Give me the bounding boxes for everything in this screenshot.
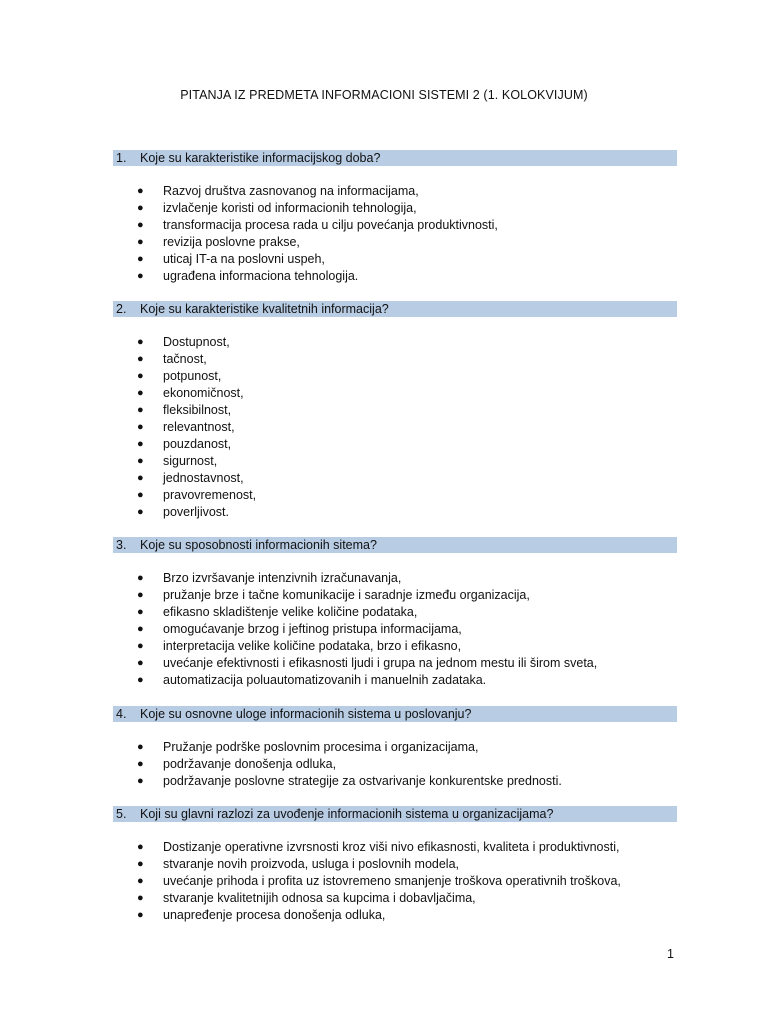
answer-text: podržavanje poslovne strategije za ostvarivanje konkurentske prednosti.: [163, 774, 562, 788]
bullet-icon: ●: [137, 572, 144, 584]
list-item: [136, 890, 621, 907]
bullet-icon: ●: [137, 892, 144, 904]
bullet-icon: ●: [137, 589, 144, 601]
answer-text: efikasno skladištenje velike količine podataka,: [163, 605, 418, 619]
answer-text: omogućavanje brzog i jeftinog pristupa informacijama,: [163, 622, 462, 636]
bullet-icon: ●: [137, 506, 144, 518]
bullet-icon: ●: [137, 909, 144, 921]
answer-text: sigurnost,: [163, 454, 218, 468]
list-item: [136, 739, 562, 756]
list-item: [136, 402, 256, 419]
answer-text: interpretacija velike količine podataka, brzo i efikasno,: [163, 639, 462, 653]
answer-text: stvaranje novih proizvoda, usluga i poslovnih modela,: [163, 857, 460, 871]
answer-text: jednostavnost,: [163, 471, 244, 485]
answer-text: Pružanje podrške poslovnim procesima i organizacijama,: [163, 740, 479, 754]
answer-text: uticaj IT-a na poslovni uspeh,: [163, 252, 325, 266]
answer-text: Razvoj društva zasnovanog na informacijama,: [163, 184, 419, 198]
answer-text: pravovremenost,: [163, 488, 257, 502]
page-number: 1: [667, 947, 674, 961]
list-item: [136, 419, 256, 436]
answer-text: tačnost,: [163, 352, 207, 366]
answer-text: Dostupnost,: [163, 335, 230, 349]
question-number: 1.: [116, 151, 127, 165]
list-item: [136, 268, 498, 285]
list-item: [136, 385, 256, 402]
bullet-icon: ●: [137, 758, 144, 770]
list-item: [136, 251, 498, 268]
list-item: [136, 234, 498, 251]
bullet-icon: ●: [137, 270, 144, 282]
question-number: 5.: [116, 807, 127, 821]
question-text: Koje su karakteristike kvalitetnih informacija?: [140, 302, 389, 316]
answer-text: pouzdanost,: [163, 437, 232, 451]
bullet-icon: ●: [137, 489, 144, 501]
answer-text: izvlačenje koristi od informacionih tehnologija,: [163, 201, 417, 215]
answer-text: transformacija procesa rada u cilju povećanja produktivnosti,: [163, 218, 498, 232]
answer-text: relevantnost,: [163, 420, 235, 434]
list-item: [136, 217, 498, 234]
answer-list-4: [136, 739, 562, 790]
list-item: [136, 470, 256, 487]
answer-text: automatizacija poluautomatizovanih i manuelnih zadataka.: [163, 673, 487, 687]
bullet-icon: ●: [137, 421, 144, 433]
bullet-icon: ●: [137, 858, 144, 870]
bullet-icon: ●: [137, 875, 144, 887]
bullet-icon: ●: [137, 657, 144, 669]
list-item: [136, 756, 562, 773]
bullet-icon: ●: [137, 623, 144, 635]
bullet-icon: ●: [137, 336, 144, 348]
bullet-icon: ●: [137, 219, 144, 231]
bullet-icon: ●: [137, 253, 144, 265]
question-heading-5: [113, 806, 677, 822]
list-item: [136, 638, 597, 655]
bullet-icon: ●: [137, 775, 144, 787]
list-item: [136, 655, 597, 672]
list-item: [136, 504, 256, 521]
question-heading-1: [113, 150, 677, 166]
list-item: [136, 570, 597, 587]
answer-text: Dostizanje operativne izvrsnosti kroz viši nivo efikasnosti, kvaliteta i produktivnosti,: [163, 840, 620, 854]
list-item: [136, 487, 256, 504]
question-heading-2: [113, 301, 677, 317]
question-number: 4.: [116, 707, 127, 721]
answer-text: stvaranje kvalitetnijih odnosa sa kupcima i dobavljačima,: [163, 891, 476, 905]
list-item: [136, 873, 621, 890]
answer-text: ugrađena informaciona tehnologija.: [163, 269, 359, 283]
question-number: 3.: [116, 538, 127, 552]
list-item: [136, 453, 256, 470]
list-item: [136, 856, 621, 873]
question-text: Koje su sposobnosti informacionih sitema?: [140, 538, 377, 552]
bullet-icon: ●: [137, 674, 144, 686]
bullet-icon: ●: [137, 438, 144, 450]
list-item: [136, 334, 256, 351]
answer-text: ekonomičnost,: [163, 386, 244, 400]
answer-text: potpunost,: [163, 369, 222, 383]
bullet-icon: ●: [137, 404, 144, 416]
answer-list-5: [136, 839, 621, 924]
list-item: [136, 183, 498, 200]
list-item: [136, 587, 597, 604]
list-item: [136, 436, 256, 453]
bullet-icon: ●: [137, 606, 144, 618]
bullet-icon: ●: [137, 370, 144, 382]
answer-text: podržavanje donošenja odluka,: [163, 757, 337, 771]
question-text: Koji su glavni razlozi za uvođenje informacionih sistema u organizacijama?: [140, 807, 554, 821]
bullet-icon: ●: [137, 202, 144, 214]
document-title: PITANJA IZ PREDMETA INFORMACIONI SISTEMI 2 (1. KOLOKVIJUM): [180, 88, 588, 102]
list-item: [136, 200, 498, 217]
bullet-icon: ●: [137, 387, 144, 399]
bullet-icon: ●: [137, 841, 144, 853]
list-item: [136, 839, 621, 856]
list-item: [136, 773, 562, 790]
bullet-icon: ●: [137, 455, 144, 467]
list-item: [136, 907, 621, 924]
answer-list-1: [136, 183, 498, 285]
list-item: [136, 351, 256, 368]
question-text: Koje su karakteristike informacijskog doba?: [140, 151, 381, 165]
bullet-icon: ●: [137, 741, 144, 753]
bullet-icon: ●: [137, 185, 144, 197]
answer-text: pružanje brze i tačne komunikacije i saradnje između organizacija,: [163, 588, 530, 602]
question-heading-3: [113, 537, 677, 553]
answer-text: uvećanje efektivnosti i efikasnosti ljudi i grupa na jednom mestu ili širom sveta,: [163, 656, 598, 670]
list-item: [136, 604, 597, 621]
answer-text: Brzo izvršavanje intenzivnih izračunavanja,: [163, 571, 402, 585]
list-item: [136, 672, 597, 689]
list-item: [136, 368, 256, 385]
bullet-icon: ●: [137, 472, 144, 484]
answer-text: unapređenje procesa donošenja odluka,: [163, 908, 386, 922]
question-number: 2.: [116, 302, 127, 316]
bullet-icon: ●: [137, 236, 144, 248]
answer-text: revizija poslovne prakse,: [163, 235, 300, 249]
question-text: Koje su osnovne uloge informacionih sistema u poslovanju?: [140, 707, 472, 721]
answer-text: uvećanje prihoda i profita uz istovremeno smanjenje troškova operativnih troškova,: [163, 874, 621, 888]
bullet-icon: ●: [137, 353, 144, 365]
answer-text: fleksibilnost,: [163, 403, 232, 417]
bullet-icon: ●: [137, 640, 144, 652]
question-heading-4: [113, 706, 677, 722]
answer-text: poverljivost.: [163, 505, 229, 519]
answer-list-3: [136, 570, 597, 689]
list-item: [136, 621, 597, 638]
answer-list-2: [136, 334, 256, 521]
